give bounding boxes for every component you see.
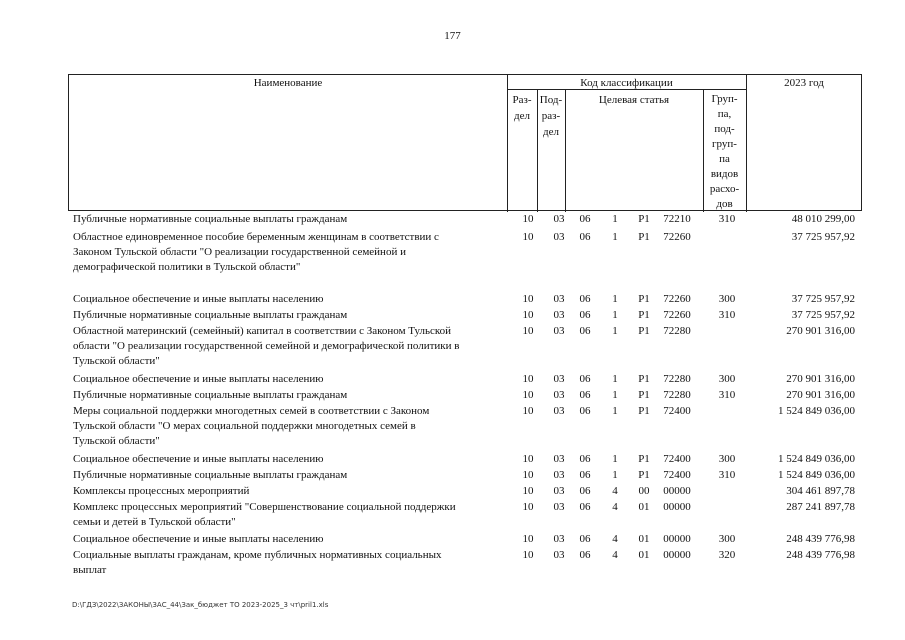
cell-c4: 72400 [663, 405, 691, 417]
cell-c3: P1 [638, 293, 650, 305]
cell-c2: 4 [612, 533, 618, 545]
row-name [73, 468, 513, 483]
cell-rz: 10 [522, 309, 534, 321]
cell-c1: 06 [579, 213, 591, 225]
row-name-line: Областной материнский (семейный) капитал в соответствии с Законом Тульской [73, 325, 452, 337]
cell-amount: 248 439 776,98 [786, 549, 855, 561]
cell-c3: P1 [638, 389, 650, 401]
cell-c2: 1 [612, 453, 618, 465]
cell-c1: 06 [579, 453, 591, 465]
row-name-line: Публичные нормативные социальные выплаты гражданам [73, 309, 348, 321]
cell-c4: 72210 [663, 213, 691, 225]
cell-c2: 1 [612, 373, 618, 385]
cell-rz: 10 [522, 293, 534, 305]
row-name-line: Публичные нормативные социальные выплаты гражданам [73, 213, 348, 225]
cell-rz: 10 [522, 213, 534, 225]
row-name [73, 230, 513, 275]
cell-c3: P1 [638, 231, 650, 243]
cell-vr: 310 [718, 213, 736, 225]
cell-c2: 1 [612, 309, 618, 321]
cell-amount: 1 524 849 036,00 [778, 453, 855, 465]
footer-file-path: D:\ГДЗ\2022\ЗАКОНЫ\ЗАС_44\Зак_бюджет ТО 2023-2025_3 чт\pril1.xls [72, 601, 329, 609]
cell-amount: 248 439 776,98 [786, 533, 855, 545]
cell-vr: 300 [718, 533, 736, 545]
cell-pr: 03 [553, 549, 565, 561]
cell-c3: 01 [638, 533, 650, 545]
cell-c1: 06 [579, 485, 591, 497]
cell-c3: 01 [638, 501, 650, 513]
row-name [73, 388, 513, 403]
cell-c2: 4 [612, 549, 618, 561]
row-name-line: Социальное обеспечение и иные выплаты населению [73, 533, 324, 545]
cell-pr: 03 [553, 325, 565, 337]
row-name [73, 500, 513, 530]
row-name-line: Тульской области" [73, 435, 160, 447]
cell-vr: 310 [718, 309, 736, 321]
cell-c4: 00000 [663, 501, 691, 513]
cell-pr: 03 [553, 213, 565, 225]
cell-amount: 270 901 316,00 [786, 389, 855, 401]
cell-rz: 10 [522, 453, 534, 465]
row-name-line: Публичные нормативные социальные выплаты гражданам [73, 469, 348, 481]
cell-c4: 72280 [663, 389, 691, 401]
cell-amount: 48 010 299,00 [791, 213, 855, 225]
cell-c4: 72400 [663, 453, 691, 465]
cell-vr: 300 [718, 373, 736, 385]
cell-amount: 1 524 849 036,00 [778, 469, 855, 481]
cell-c2: 1 [612, 405, 618, 417]
cell-rz: 10 [522, 389, 534, 401]
cell-c4: 72280 [663, 325, 691, 337]
cell-amount: 37 725 957,92 [791, 293, 855, 305]
row-name-line: Тульской области "О мерах социальной поддержки многодетных семей в [73, 420, 416, 432]
cell-rz: 10 [522, 231, 534, 243]
cell-rz: 10 [522, 501, 534, 513]
cell-c3: P1 [638, 373, 650, 385]
row-name-line: Публичные нормативные социальные выплаты гражданам [73, 389, 348, 401]
cell-c4: 72260 [663, 231, 691, 243]
cell-pr: 03 [553, 373, 565, 385]
cell-c2: 1 [612, 213, 618, 225]
cell-amount: 37 725 957,92 [791, 231, 855, 243]
cell-c3: P1 [638, 469, 650, 481]
cell-pr: 03 [553, 485, 565, 497]
cell-c3: P1 [638, 405, 650, 417]
cell-c1: 06 [579, 469, 591, 481]
cell-pr: 03 [553, 293, 565, 305]
cell-rz: 10 [522, 549, 534, 561]
header-razdel: Раз- дел [512, 94, 532, 122]
cell-pr: 03 [553, 405, 565, 417]
cell-c1: 06 [579, 405, 591, 417]
cell-c2: 4 [612, 485, 618, 497]
page-number: 177 [444, 30, 461, 42]
row-name-line: Комплексы процессных мероприятий [73, 485, 250, 497]
row-name [73, 292, 513, 307]
row-name-line: Тульской области" [73, 355, 160, 367]
header-code: Код классификации [580, 77, 673, 89]
cell-amount: 1 524 849 036,00 [778, 405, 855, 417]
row-name-line: Комплекс процессных мероприятий "Совершенствование социальной поддержки [73, 501, 456, 513]
cell-pr: 03 [553, 453, 565, 465]
cell-c4: 00000 [663, 485, 691, 497]
cell-vr: 300 [718, 293, 736, 305]
row-name [73, 404, 513, 449]
cell-c1: 06 [579, 373, 591, 385]
cell-vr: 300 [718, 453, 736, 465]
cell-vr: 320 [718, 549, 736, 561]
cell-c3: P1 [638, 453, 650, 465]
cell-c3: 00 [638, 485, 650, 497]
cell-c1: 06 [579, 389, 591, 401]
cell-amount: 287 241 897,78 [786, 501, 855, 513]
cell-pr: 03 [553, 231, 565, 243]
cell-c1: 06 [579, 501, 591, 513]
cell-c2: 1 [612, 389, 618, 401]
cell-amount: 270 901 316,00 [786, 373, 855, 385]
cell-rz: 10 [522, 373, 534, 385]
cell-rz: 10 [522, 485, 534, 497]
cell-c4: 72400 [663, 469, 691, 481]
divider [746, 75, 747, 212]
cell-c1: 06 [579, 231, 591, 243]
cell-c4: 00000 [663, 549, 691, 561]
header-gruppa: Груп- па, под- груп- па видов расхо- дов [709, 93, 740, 210]
cell-c3: P1 [638, 309, 650, 321]
row-name [73, 452, 513, 467]
cell-c1: 06 [579, 533, 591, 545]
row-name-line: Меры социальной поддержки многодетных семей в соответствии с Законом [73, 405, 430, 417]
row-name-line: Социальное обеспечение и иные выплаты населению [73, 453, 324, 465]
cell-vr: 310 [718, 389, 736, 401]
row-name [73, 308, 513, 323]
row-name [73, 324, 513, 369]
row-name [73, 484, 513, 499]
header-name: Наименование [253, 77, 323, 89]
row-name [73, 372, 513, 387]
table-header [68, 74, 862, 211]
cell-c1: 06 [579, 309, 591, 321]
cell-pr: 03 [553, 309, 565, 321]
header-year: 2023 год [784, 77, 824, 89]
cell-c3: 01 [638, 549, 650, 561]
cell-rz: 10 [522, 325, 534, 337]
cell-c4: 72260 [663, 293, 691, 305]
cell-c1: 06 [579, 325, 591, 337]
row-name [73, 548, 513, 578]
row-name [73, 212, 513, 227]
row-name-line: семьи и детей в Тульской области" [73, 516, 236, 528]
cell-c1: 06 [579, 293, 591, 305]
cell-c4: 00000 [663, 533, 691, 545]
cell-rz: 10 [522, 533, 534, 545]
row-name-line: Социальные выплаты гражданам, кроме публичных нормативных социальных [73, 549, 442, 561]
cell-pr: 03 [553, 469, 565, 481]
row-name-line: Социальное обеспечение и иные выплаты населению [73, 293, 324, 305]
cell-c2: 1 [612, 293, 618, 305]
cell-amount: 37 725 957,92 [791, 309, 855, 321]
cell-c1: 06 [579, 549, 591, 561]
row-name [73, 532, 513, 547]
cell-pr: 03 [553, 533, 565, 545]
row-name-line: выплат [73, 564, 107, 576]
cell-amount: 304 461 897,78 [786, 485, 855, 497]
cell-c4: 72280 [663, 373, 691, 385]
cell-vr: 310 [718, 469, 736, 481]
cell-amount: 270 901 316,00 [786, 325, 855, 337]
cell-c3: P1 [638, 213, 650, 225]
cell-c2: 1 [612, 469, 618, 481]
cell-c4: 72260 [663, 309, 691, 321]
row-name-line: Законом Тульской области "О реализации государственной семейной и [73, 246, 406, 258]
row-name-line: области "О реализации государственной семейной и демографической политики в [73, 340, 460, 352]
cell-rz: 10 [522, 469, 534, 481]
cell-c2: 4 [612, 501, 618, 513]
row-name-line: Социальное обеспечение и иные выплаты населению [73, 373, 324, 385]
cell-pr: 03 [553, 389, 565, 401]
cell-pr: 03 [553, 501, 565, 513]
header-celevaya: Целевая статья [598, 94, 670, 106]
cell-c3: P1 [638, 325, 650, 337]
cell-rz: 10 [522, 405, 534, 417]
row-name-line: Областное единовременное пособие беременным женщинам в соответствии с [73, 231, 439, 243]
cell-c2: 1 [612, 325, 618, 337]
cell-c2: 1 [612, 231, 618, 243]
header-podrazdel: Под- раз- дел [539, 94, 563, 138]
row-name-line: демографической политики в Тульской области" [73, 261, 301, 273]
